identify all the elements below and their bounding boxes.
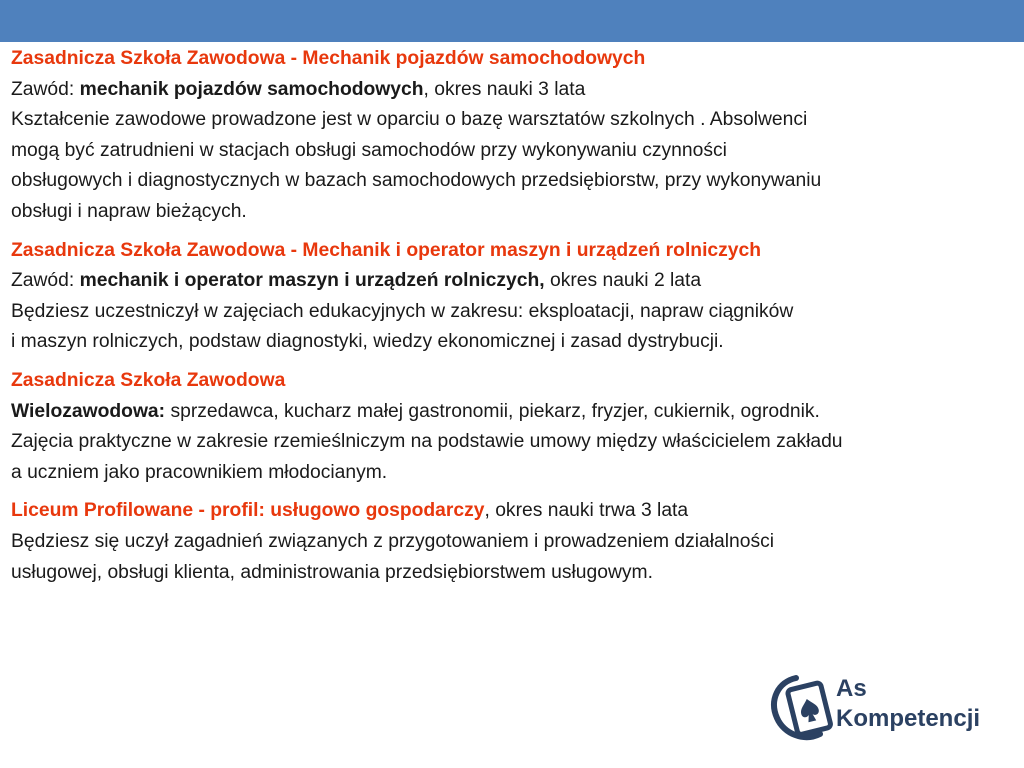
section-liceum: [11, 496, 1017, 588]
section-wielozawodowa: [11, 366, 1017, 488]
spade-card-icon: [770, 672, 836, 742]
profession-suffix: okres nauki 2 lata: [544, 270, 702, 292]
slide-content: [11, 44, 1017, 596]
profession-name: mechanik i operator maszyn i urządzeń rolniczych,: [79, 270, 545, 292]
section-mechanik-pojazdow: [11, 44, 1017, 228]
header-bar: [0, 0, 1024, 42]
profession-name: mechanik pojazdów samochodowych: [79, 78, 424, 100]
body-line: obsługi i napraw bieżących.: [11, 200, 247, 222]
logo: [770, 672, 1000, 742]
profession-suffix: sprzedawca, kucharz małej gastronomii, piekarz, fryzjer, cukiernik, ogrodnik.: [165, 400, 820, 422]
body-line: Będziesz się uczył zagadnień związanych z przygotowaniem i prowadzeniem działalności: [11, 530, 775, 552]
body-line: mogą być zatrudnieni w stacjach obsługi samochodów przy wykonywaniu czynności: [11, 139, 727, 161]
logo-text-as: As: [836, 675, 867, 702]
body-line: Zajęcia praktyczne w zakresie rzemieślniczym na podstawie umowy między właścicielem zakładu: [11, 431, 843, 453]
logo-text-kompetencji: Kompetencji: [836, 705, 981, 732]
profession-prefix: Zawód:: [11, 270, 80, 292]
section-heading: Zasadnicza Szkoła Zawodowa - Mechanik pojazdów samochodowych: [11, 48, 646, 69]
profession-line: [11, 266, 1017, 297]
body-line: i maszyn rolniczych, podstaw diagnostyki, wiedzy ekonomicznej i zasad dystrybucji.: [11, 331, 724, 353]
profession-prefix: Zawód:: [11, 78, 80, 100]
body-line: a uczniem jako pracownikiem młodocianym.: [11, 461, 388, 483]
profession-suffix: , okres nauki 3 lata: [423, 78, 586, 100]
profession-line: [11, 397, 1017, 428]
section-mechanik-operator: [11, 236, 1017, 358]
section-heading: Liceum Profilowane - profil: usługowo gospodarczy: [11, 500, 485, 522]
body-line: Kształcenie zawodowe prowadzone jest w oparciu o bazę warsztatów szkolnych . Absolwenci: [11, 109, 808, 131]
body-line: usługowej, obsługi klienta, administrowania przedsiębiorstwem usługowym.: [11, 561, 653, 583]
section-heading-line: [11, 496, 1017, 527]
section-heading: Zasadnicza Szkoła Zawodowa - Mechanik i operator maszyn i urządzeń rolniczych: [11, 239, 762, 261]
heading-suffix: , okres nauki trwa 3 lata: [484, 500, 689, 522]
body-line: Będziesz uczestniczył w zajęciach edukacyjnych w zakresu: eksploatacji, napraw ciągników: [11, 300, 794, 322]
profession-name: Wielozawodowa:: [11, 400, 166, 422]
profession-line: [11, 75, 1017, 106]
body-line: obsługowych i diagnostycznych w bazach samochodowych przedsiębiorstw, przy wykonywaniu: [11, 170, 822, 192]
section-heading: Zasadnicza Szkoła Zawodowa: [11, 369, 286, 391]
